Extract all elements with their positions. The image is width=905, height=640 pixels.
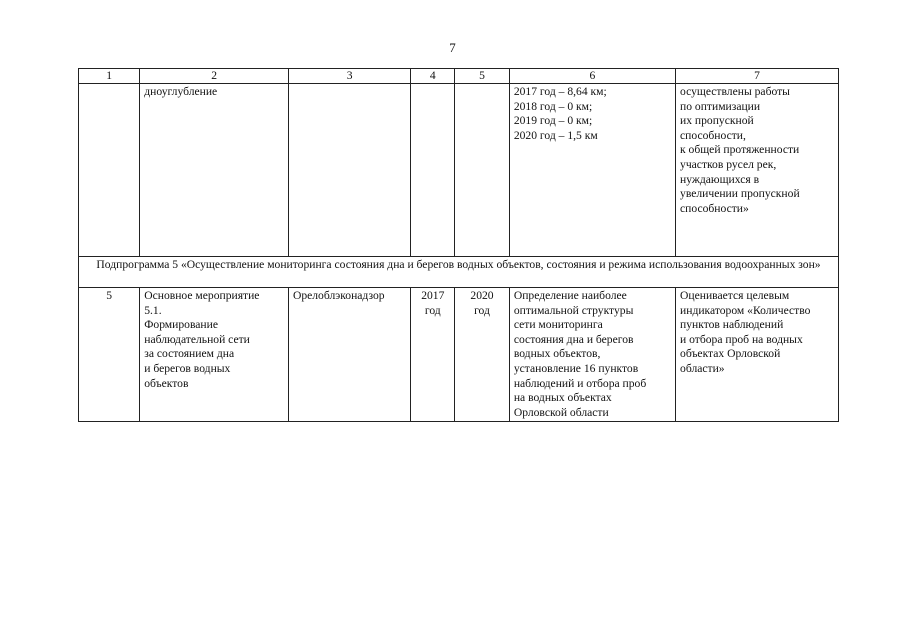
item-end-year [455,288,510,422]
text-line: водных объектов, [513,347,601,361]
text-line: способности» [680,201,749,215]
cont-cell-end [455,84,510,257]
text-line: наблюдательной сети [144,332,250,346]
item-result [509,288,675,422]
header-cell-7: 7 [676,69,839,84]
header-cell-3: 3 [288,69,410,84]
text-line: 2019 год – 0 км; [513,114,593,128]
text-line: за состоянием дна [144,347,235,361]
header-cell-4: 4 [411,69,455,84]
text-line: год [424,303,441,317]
text-line: и берегов водных [144,361,231,375]
text-line: способности, [680,128,746,142]
item-activity [140,288,289,422]
cont-cell-number [79,84,140,257]
text-line: к общей протяженности [680,143,800,157]
text-line: Оценивается целевым [680,289,790,302]
item-row [79,288,839,422]
text-line: Основное мероприятие [144,289,260,302]
item-start-year [411,288,455,422]
cont-cell-indicator [676,84,839,257]
text-line: 5.1. [144,303,162,317]
text-line: Определение наиболее [513,289,627,302]
page-number: 7 [449,40,456,55]
text-line: дноуглубление [144,85,218,98]
header-cell-1: 1 [79,69,140,84]
text-line: объектах Орловской [680,347,781,361]
text-line: год [474,303,490,317]
text-line: состояния дна и берегов [513,332,634,346]
text-line: их пропускной [680,114,754,128]
text-line: 2017 [421,289,445,302]
cont-cell-activity [140,84,289,257]
item-executor: Орелоблэконадзор [288,288,410,422]
text-line: области» [680,361,725,375]
cont-cell-result [509,84,675,257]
text-line: участков русел рек, [680,157,777,171]
text-line: индикатором «Количество [680,303,811,317]
text-line: увеличении пропускной [680,187,800,201]
text-line: на водных объектах [513,391,612,405]
text-line: 2020 [470,289,494,302]
text-line: пунктов наблюдений [680,318,784,332]
text-line: установление 16 пунктов [513,361,639,375]
text-line: 2018 год – 0 км; [513,99,593,113]
text-line: оптимальной структуры [513,303,634,317]
text-line: по оптимизации [680,99,761,113]
item-indicator [676,288,839,422]
header-cell-5: 5 [455,69,510,84]
header-row [79,69,839,84]
header-cell-6: 6 [509,69,675,84]
text-line: нуждающихся в [680,172,760,186]
text-line: Формирование [144,318,218,332]
text-line: объектов [144,376,189,390]
text-line: осуществлены работы [680,85,790,98]
text-line: наблюдений и отбора проб [513,376,647,390]
text-line: 2020 год – 1,5 км [513,128,598,142]
header-cell-2: 2 [140,69,289,84]
continuation-row [79,84,839,257]
subprogram-title: Подпрограмма 5 «Осуществление мониторинга состояния дна и берегов водных объектов, состояния и режима использования водоохранных зон» [79,257,839,288]
text-line: 2017 год – 8,64 км; [513,85,607,98]
text-line: сети мониторинга [513,318,603,332]
text-line: Орловской области [513,405,609,419]
text-line: и отбора проб на водных [680,332,803,346]
subprogram-row [79,257,839,288]
cont-cell-executor [288,84,410,257]
item-number: 5 [79,288,140,422]
program-table [78,68,839,422]
cont-cell-start [411,84,455,257]
